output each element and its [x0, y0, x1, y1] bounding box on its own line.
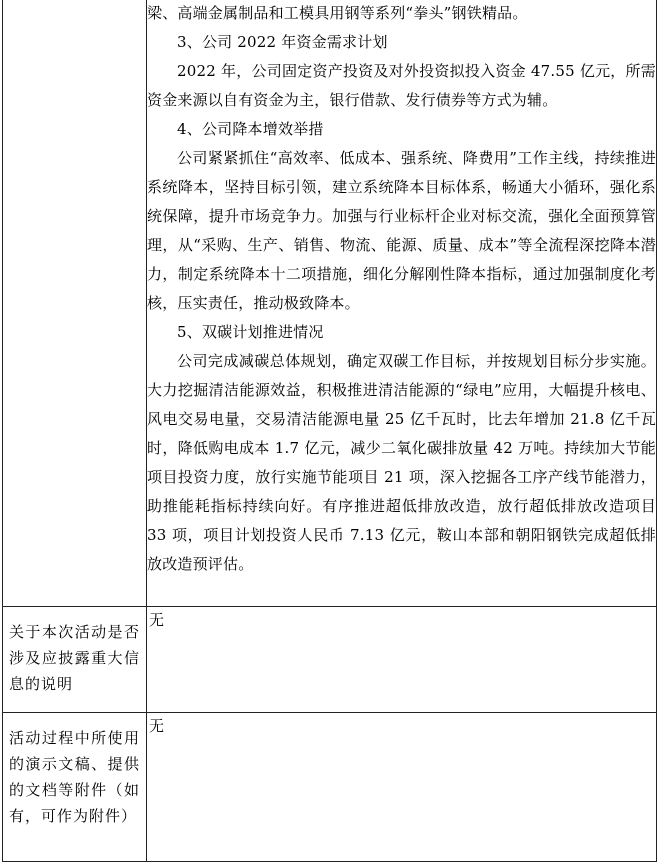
continuation-text: 梁、高端金属制品和工模具用钢等系列“拳头”钢铁精品。 [147, 4, 528, 22]
heading-funding-plan: 3、公司 2022 年资金需求计划 [177, 33, 388, 51]
label-cell-attachments [3, 713, 147, 862]
paragraph-cost-reduction: 公司紧紧抓住“高效率、低成本、强系统、降费用”工作主线，持续推进系统降本，坚持目标引领，建立系统降本目标体系，畅通大小循环，强化系统保障，提升市场竞争力。加强与行业标杆企业对标交流，强化全面预算管理，从“采购、生产、销售、物流、能源、质量、成本”等全流程深挖降本潜力，制定系统降本十二项措施，细化分解刚性降本指标，通过加强制度化考核，压实责任，推动极致降本。 [147, 149, 656, 312]
value-cell-disclosure [147, 607, 657, 713]
content-cell-main [147, 0, 657, 607]
attachments-label: 活动过程中所使用的演示文稿、提供的文档等附件（如有，可作为附件） [9, 729, 140, 825]
table-row-attachments [3, 713, 657, 862]
attachments-value: 无 [149, 717, 165, 735]
disclosure-label: 关于本次活动是否涉及应披露重大信息的说明 [9, 623, 140, 693]
table-row-disclosure [3, 607, 657, 713]
disclosure-value: 无 [149, 611, 165, 629]
paragraph-funding-plan: 2022 年，公司固定资产投资及对外投资拟投入资金 47.55 亿元，所需资金来源以自有资金为主，银行借款、发行债券等方式为辅。 [147, 62, 656, 109]
heading-dual-carbon: 5、双碳计划推进情况 [177, 323, 324, 341]
info-table [2, 0, 657, 862]
table-row-main [3, 0, 657, 607]
value-cell-attachments [147, 713, 657, 862]
label-cell-empty [3, 0, 147, 607]
paragraph-dual-carbon: 公司完成减碳总体规划，确定双碳工作目标，并按规划目标分步实施。大力挖掘清洁能源效益，积极推进清洁能源的“绿电”应用，大幅提升核电、风电交易电量，交易清洁能源电量 25 亿千瓦时，比去年增加 21.8 亿千瓦时，降低购电成本 1.7 亿元，减少二氧化碳排放量 42 万吨。持续加大节能项目投资力度，放行实施节能项目 21 项，深入挖掘各工序产线节能潜力，助推能耗指标持续向好。有序推进超低排放改造，放行超低排放改造项目 33 项，项目计划投资人民币 7.13 亿元，鞍山本部和朝阳钢铁完成超低排放改造预评估。 [147, 352, 656, 573]
heading-cost-reduction: 4、公司降本增效举措 [177, 120, 324, 138]
label-cell-disclosure [3, 607, 147, 713]
